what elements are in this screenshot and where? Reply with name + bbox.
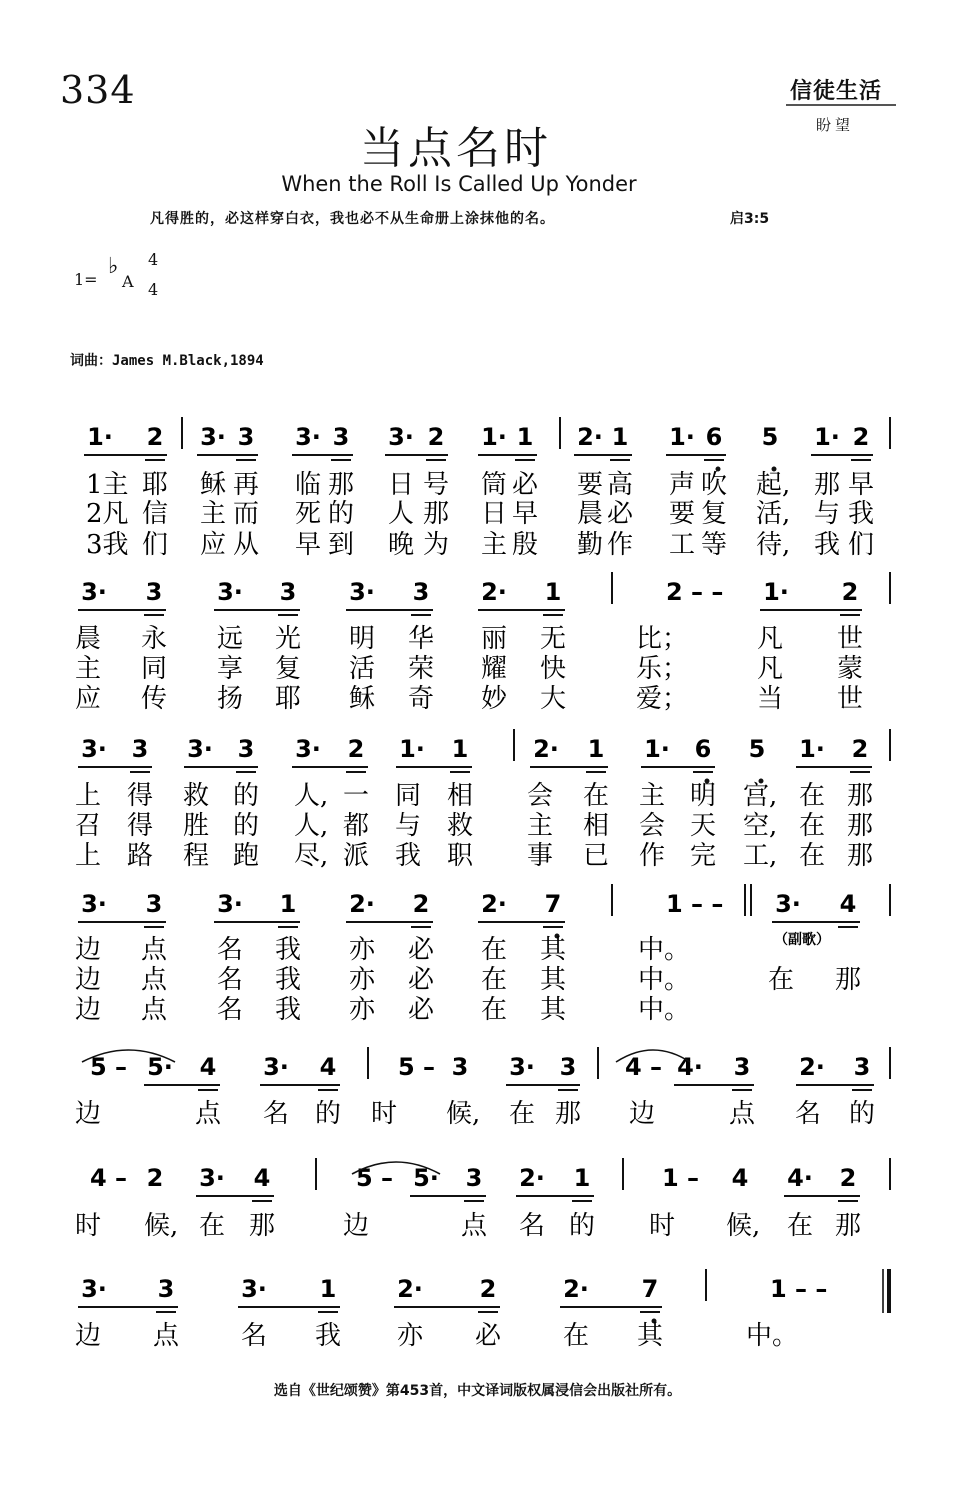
lyric-syllable: 在: [198, 1211, 226, 1241]
note: 3: [145, 890, 163, 918]
lyric-syllable: 声: [668, 470, 696, 500]
note: 3·: [199, 1164, 225, 1192]
lyric-syllable: 要: [668, 499, 696, 529]
note: 3·: [81, 890, 107, 918]
lyric-syllable: 在: [798, 781, 826, 811]
lyric-syllable: 在: [480, 965, 508, 995]
lyric-syllable: 救: [446, 811, 474, 841]
lyric-syllable: 从: [232, 530, 260, 560]
lyric-syllable: 传: [140, 684, 168, 714]
lyric-syllable: 等: [700, 530, 728, 560]
note: 1 –: [662, 1164, 700, 1192]
note: 3: [145, 578, 163, 606]
hymn-number: 334: [60, 68, 136, 112]
lyric-syllable: 那: [846, 811, 874, 841]
lyric-syllable: 荣: [407, 654, 435, 684]
note: 4·: [677, 1053, 703, 1081]
english-title: When the Roll Is Called Up Yonder: [281, 172, 637, 196]
lyric-syllable: 们: [847, 530, 875, 560]
lyric-syllable: 华: [407, 624, 435, 654]
lyric-syllable: 早: [511, 499, 539, 529]
lyric-syllable: 亦: [396, 1321, 424, 1351]
lyric-syllable: 点: [152, 1321, 180, 1351]
lyric-syllable: 主: [638, 781, 666, 811]
lyric-syllable: 凡: [756, 624, 784, 654]
lyric-syllable: 主: [199, 499, 227, 529]
lyric-syllable: 大: [539, 684, 567, 714]
page-title: 当点名时: [360, 123, 552, 174]
note: 3: [733, 1053, 751, 1081]
note: 3: [332, 423, 350, 451]
lyric-syllable: 享: [216, 654, 244, 684]
lyric-syllable: 点: [140, 995, 168, 1025]
lyric-syllable: 那: [422, 499, 450, 529]
lyric-syllable: 上: [74, 841, 102, 871]
lyric-syllable: 都: [342, 811, 370, 841]
note: 1·: [814, 423, 840, 451]
lyric-syllable: 在: [767, 965, 795, 995]
note: 2·: [533, 735, 559, 763]
lyric-syllable: 高: [606, 470, 634, 500]
lyric-syllable: 早: [847, 470, 875, 500]
note: 4: [839, 890, 857, 918]
lyric-syllable: 人,: [294, 811, 329, 841]
lyric-syllable: 必: [407, 995, 435, 1025]
lyric-syllable: 点: [728, 1099, 756, 1129]
lyric-syllable: 2凡: [86, 499, 129, 529]
lyric-syllable: 在: [480, 935, 508, 965]
note: 2·: [349, 890, 375, 918]
lyric-syllable: 活: [348, 654, 376, 684]
lyric-syllable: 会: [638, 811, 666, 841]
note: 2: [479, 1275, 497, 1303]
note: 1·: [763, 578, 789, 606]
lyric-syllable: 待,: [756, 530, 791, 560]
lyric-syllable: 一: [342, 781, 370, 811]
lyric-syllable: 耀: [480, 654, 508, 684]
note: 1: [587, 735, 605, 763]
lyric-syllable: 当: [756, 684, 784, 714]
lyric-syllable: 为: [422, 530, 450, 560]
lyric-syllable: 点: [460, 1211, 488, 1241]
note: 3: [157, 1275, 175, 1303]
note: 2: [146, 1164, 164, 1192]
note: 2: [427, 423, 445, 451]
note: 2: [841, 578, 859, 606]
lyric-syllable: 与: [813, 499, 841, 529]
note: 2·: [481, 890, 507, 918]
lyric-syllable: 再: [232, 470, 260, 500]
lyric-syllable: 在: [798, 811, 826, 841]
lyric-syllable: 亦: [348, 935, 376, 965]
lyric-syllable: 已: [582, 841, 610, 871]
lyric-syllable: 其: [636, 1321, 664, 1351]
lyric-syllable: 必: [407, 965, 435, 995]
lyric-syllable: 丽: [480, 624, 508, 654]
lyric-syllable: 复: [700, 499, 728, 529]
lyric-syllable: 的: [232, 781, 260, 811]
lyric-syllable: 边: [74, 995, 102, 1025]
note: 3: [412, 578, 430, 606]
lyric-syllable: 那: [846, 841, 874, 871]
lyric-syllable: 妙: [480, 684, 508, 714]
lyric-syllable: 殷: [511, 530, 539, 560]
note: 3·: [295, 735, 321, 763]
lyric-syllable: 边: [74, 965, 102, 995]
lyric-syllable: 其: [539, 935, 567, 965]
lyric-syllable: 的: [848, 1099, 876, 1129]
lyric-syllable: 中。: [638, 965, 691, 995]
note: 3·: [217, 890, 243, 918]
lyric-syllable: 乐；: [636, 654, 689, 684]
lyric-syllable: 尽,: [294, 841, 329, 871]
note: 2: [851, 735, 869, 763]
note: 3·: [200, 423, 226, 451]
lyric-syllable: 在: [798, 841, 826, 871]
lyric-syllable: 我: [274, 995, 302, 1025]
lyric-syllable: 名: [216, 935, 244, 965]
note: 5 –: [90, 1053, 128, 1081]
lyric-syllable: 吹: [700, 470, 728, 500]
note: 5 –: [398, 1053, 436, 1081]
lyric-syllable: 活,: [756, 499, 791, 529]
note: 3·: [81, 735, 107, 763]
lyric-syllable: 远: [216, 624, 244, 654]
lyric-syllable: 胜: [182, 811, 210, 841]
lyric-syllable: 光: [274, 624, 302, 654]
lyric-syllable: 明: [348, 624, 376, 654]
lyric-syllable: 信: [141, 499, 169, 529]
note: 3: [559, 1053, 577, 1081]
lyric-syllable: 名: [518, 1211, 546, 1241]
time-signature-top: 4: [148, 250, 159, 269]
lyric-syllable: 名: [216, 995, 244, 1025]
lyric-syllable: 点: [194, 1099, 222, 1129]
lyric-syllable: 名: [216, 965, 244, 995]
note: 1 – –: [666, 890, 724, 918]
note: 6: [705, 423, 723, 451]
note: 5 –: [356, 1164, 394, 1192]
lyric-syllable: 会: [526, 781, 554, 811]
note: 3·: [81, 1275, 107, 1303]
lyric-syllable: 必: [511, 470, 539, 500]
lyric-syllable: 比；: [636, 624, 689, 654]
lyric-syllable: 边: [342, 1211, 370, 1241]
note: 3·: [187, 735, 213, 763]
note: 7: [641, 1275, 659, 1303]
note: 3·: [388, 423, 414, 451]
note: 5: [761, 423, 779, 451]
lyric-syllable: 相: [582, 811, 610, 841]
note: 2·: [563, 1275, 589, 1303]
lyric-syllable: 候,: [144, 1211, 179, 1241]
note: 3·: [509, 1053, 535, 1081]
lyric-syllable: 人,: [294, 781, 329, 811]
note: 1·: [799, 735, 825, 763]
lyric-syllable: 作: [638, 841, 666, 871]
note: 1: [319, 1275, 337, 1303]
lyric-syllable: 主: [526, 811, 554, 841]
lyric-syllable: 候,: [726, 1211, 761, 1241]
lyric-syllable: 那: [834, 965, 862, 995]
lyric-syllable: 晚: [387, 530, 415, 560]
lyric-syllable: 时: [370, 1099, 398, 1129]
lyric-syllable: 筒: [480, 470, 508, 500]
lyric-syllable: 号: [422, 470, 450, 500]
lyric-syllable: 日: [480, 499, 508, 529]
lyric-syllable: 点: [140, 965, 168, 995]
note: 1 – –: [770, 1275, 828, 1303]
lyric-syllable: 快: [539, 654, 567, 684]
note: 3: [131, 735, 149, 763]
lyric-syllable: 跑: [232, 841, 260, 871]
lyric-syllable: 工: [668, 530, 696, 560]
lyric-syllable: 3我: [86, 530, 129, 560]
note: 1: [544, 578, 562, 606]
lyric-syllable: 早: [294, 530, 322, 560]
lyric-syllable: 工,: [743, 841, 778, 871]
lyric-syllable: 中。: [638, 995, 691, 1025]
key-note: A: [122, 272, 134, 291]
lyric-syllable: 上: [74, 781, 102, 811]
lyric-syllable: 晨: [576, 499, 604, 529]
lyric-syllable: 日: [387, 470, 415, 500]
note: 2 – –: [666, 578, 724, 606]
lyric-syllable: 我: [274, 965, 302, 995]
lyric-syllable: 路: [126, 841, 154, 871]
note: 4: [199, 1053, 217, 1081]
note: 1·: [644, 735, 670, 763]
lyric-syllable: 必: [474, 1321, 502, 1351]
lyric-syllable: 中。: [746, 1321, 799, 1351]
lyric-syllable: 世: [836, 684, 864, 714]
note: 1·: [399, 735, 425, 763]
lyric-syllable: 同: [394, 781, 422, 811]
note: 3: [451, 1053, 469, 1081]
lyric-syllable: 亦: [348, 995, 376, 1025]
note: 4 –: [625, 1053, 663, 1081]
lyric-syllable: 世: [836, 624, 864, 654]
note: 3·: [81, 578, 107, 606]
note: 2·: [397, 1275, 423, 1303]
lyric-syllable: 那: [834, 1211, 862, 1241]
note: 3: [237, 735, 255, 763]
lyric-syllable: 1主: [86, 470, 129, 500]
lyric-syllable: 的: [314, 1099, 342, 1129]
scripture-reference: 启3:5: [730, 211, 770, 227]
lyric-syllable: 在: [508, 1099, 536, 1129]
lyric-syllable: 召: [74, 811, 102, 841]
lyric-syllable: 救: [182, 781, 210, 811]
note: 1·: [669, 423, 695, 451]
note: 4: [319, 1053, 337, 1081]
lyric-syllable: 我: [847, 499, 875, 529]
note: 4 –: [90, 1164, 128, 1192]
note: 6: [694, 735, 712, 763]
note: 2: [839, 1164, 857, 1192]
note: 3·: [263, 1053, 289, 1081]
note: 3·: [217, 578, 243, 606]
lyric-syllable: 边: [74, 1099, 102, 1129]
category-label: 信徒生活: [790, 78, 883, 104]
lyric-syllable: 必: [407, 935, 435, 965]
lyric-syllable: 那: [248, 1211, 276, 1241]
note: 2: [412, 890, 430, 918]
lyric-syllable: 边: [74, 935, 102, 965]
lyric-syllable: 名: [240, 1321, 268, 1351]
note: 2: [852, 423, 870, 451]
lyric-syllable: 必: [606, 499, 634, 529]
note: 1: [279, 890, 297, 918]
lyric-syllable: 点: [140, 935, 168, 965]
lyric-syllable: 时: [74, 1211, 102, 1241]
lyric-syllable: 时: [648, 1211, 676, 1241]
lyric-syllable: 的: [568, 1211, 596, 1241]
lyric-syllable: 凡: [756, 654, 784, 684]
lyric-syllable: 中。: [638, 935, 691, 965]
lyric-syllable: 完: [689, 841, 717, 871]
lyric-syllable: 相: [446, 781, 474, 811]
lyric-syllable: 主: [74, 654, 102, 684]
note: 5·: [147, 1053, 173, 1081]
lyric-syllable: 要: [576, 470, 604, 500]
note: 5: [748, 735, 766, 763]
lyric-syllable: 到: [327, 530, 355, 560]
lyric-syllable: 在: [480, 995, 508, 1025]
note: 3·: [775, 890, 801, 918]
note: 3·: [295, 423, 321, 451]
lyric-syllable: 其: [539, 995, 567, 1025]
note: 3: [237, 423, 255, 451]
note: 3: [279, 578, 297, 606]
note: 7: [544, 890, 562, 918]
note: 4: [253, 1164, 271, 1192]
lyric-syllable: 派: [342, 841, 370, 871]
note: 4·: [787, 1164, 813, 1192]
lyric-syllable: 应: [199, 530, 227, 560]
note: 5·: [413, 1164, 439, 1192]
note: 3·: [349, 578, 375, 606]
lyric-syllable: 临: [294, 470, 322, 500]
lyric-syllable: 人: [387, 499, 415, 529]
lyric-syllable: 边: [628, 1099, 656, 1129]
lyric-syllable: 名: [794, 1099, 822, 1129]
lyric-syllable: 明: [689, 781, 717, 811]
lyric-syllable: 天: [689, 811, 717, 841]
lyric-syllable: 我: [314, 1321, 342, 1351]
subcategory-label: 盼望: [816, 116, 855, 134]
credits: 词曲：James M.Black,1894: [70, 353, 264, 369]
lyric-syllable: 在: [786, 1211, 814, 1241]
lyric-syllable: 蒙: [836, 654, 864, 684]
lyric-syllable: 死: [294, 499, 322, 529]
lyric-syllable: 候,: [446, 1099, 481, 1129]
lyric-syllable: 亦: [348, 965, 376, 995]
copyright-footer: 选自《世纪颂赞》第453首，中文译词版权属浸信会出版社所有。: [273, 1383, 682, 1399]
lyric-syllable: 我: [274, 935, 302, 965]
lyric-syllable: 边: [74, 1321, 102, 1351]
time-signature-bottom: 4: [148, 280, 159, 299]
note: 3: [853, 1053, 871, 1081]
lyric-syllable: 稣: [199, 470, 227, 500]
note: 2·: [519, 1164, 545, 1192]
note: 1·: [87, 423, 113, 451]
lyric-syllable: 得: [126, 811, 154, 841]
lyric-syllable: 程: [182, 841, 210, 871]
note: 2: [347, 735, 365, 763]
lyric-syllable: 那: [327, 470, 355, 500]
lyric-syllable: 那: [554, 1099, 582, 1129]
lyric-syllable: 我: [394, 841, 422, 871]
lyric-syllable: 作: [606, 530, 634, 560]
lyric-syllable: 的: [232, 811, 260, 841]
lyric-syllable: 应: [74, 684, 102, 714]
lyric-syllable: 起,: [756, 470, 791, 500]
lyric-syllable: 爱；: [636, 684, 689, 714]
lyric-syllable: 奇: [407, 684, 435, 714]
lyric-syllable: 勤: [576, 530, 604, 560]
note: 2·: [799, 1053, 825, 1081]
lyric-syllable: 宫,: [743, 781, 778, 811]
lyric-syllable: 同: [140, 654, 168, 684]
lyric-syllable: 稣: [348, 684, 376, 714]
note: 3: [465, 1164, 483, 1192]
lyric-syllable: 主: [480, 530, 508, 560]
lyric-syllable: 耶: [141, 470, 169, 500]
lyric-syllable: 复: [274, 654, 302, 684]
lyric-syllable: 无: [539, 624, 567, 654]
key-prefix: 1=: [74, 270, 98, 289]
flat-sign: ♭: [108, 254, 119, 279]
lyric-syllable: 得: [126, 781, 154, 811]
lyric-syllable: 们: [141, 530, 169, 560]
note: 2·: [481, 578, 507, 606]
lyric-syllable: 在: [582, 781, 610, 811]
note: 3·: [241, 1275, 267, 1303]
note: 1·: [481, 423, 507, 451]
lyric-syllable: 耶: [274, 684, 302, 714]
chorus-label: （副歌）: [774, 932, 830, 948]
lyric-syllable: 在: [562, 1321, 590, 1351]
lyric-syllable: 空,: [743, 811, 778, 841]
note: 1: [516, 423, 534, 451]
lyric-syllable: 的: [327, 499, 355, 529]
lyric-syllable: 名: [262, 1099, 290, 1129]
note: 2: [146, 423, 164, 451]
lyric-syllable: 职: [446, 841, 474, 871]
note: 2·: [577, 423, 603, 451]
note: 1: [611, 423, 629, 451]
lyric-syllable: 那: [813, 470, 841, 500]
lyric-syllable: 我: [813, 530, 841, 560]
note: 4: [731, 1164, 749, 1192]
note: 1: [573, 1164, 591, 1192]
note: 1: [451, 735, 469, 763]
scripture-verse: 凡得胜的，必这样穿白衣，我也必不从生命册上涂抹他的名。: [150, 211, 555, 227]
lyric-syllable: 晨: [74, 624, 102, 654]
lyric-syllable: 事: [526, 841, 554, 871]
lyric-syllable: 而: [232, 499, 260, 529]
lyric-syllable: 其: [539, 965, 567, 995]
lyric-syllable: 那: [846, 781, 874, 811]
lyric-syllable: 永: [140, 624, 168, 654]
lyric-syllable: 与: [394, 811, 422, 841]
lyric-syllable: 扬: [216, 684, 244, 714]
